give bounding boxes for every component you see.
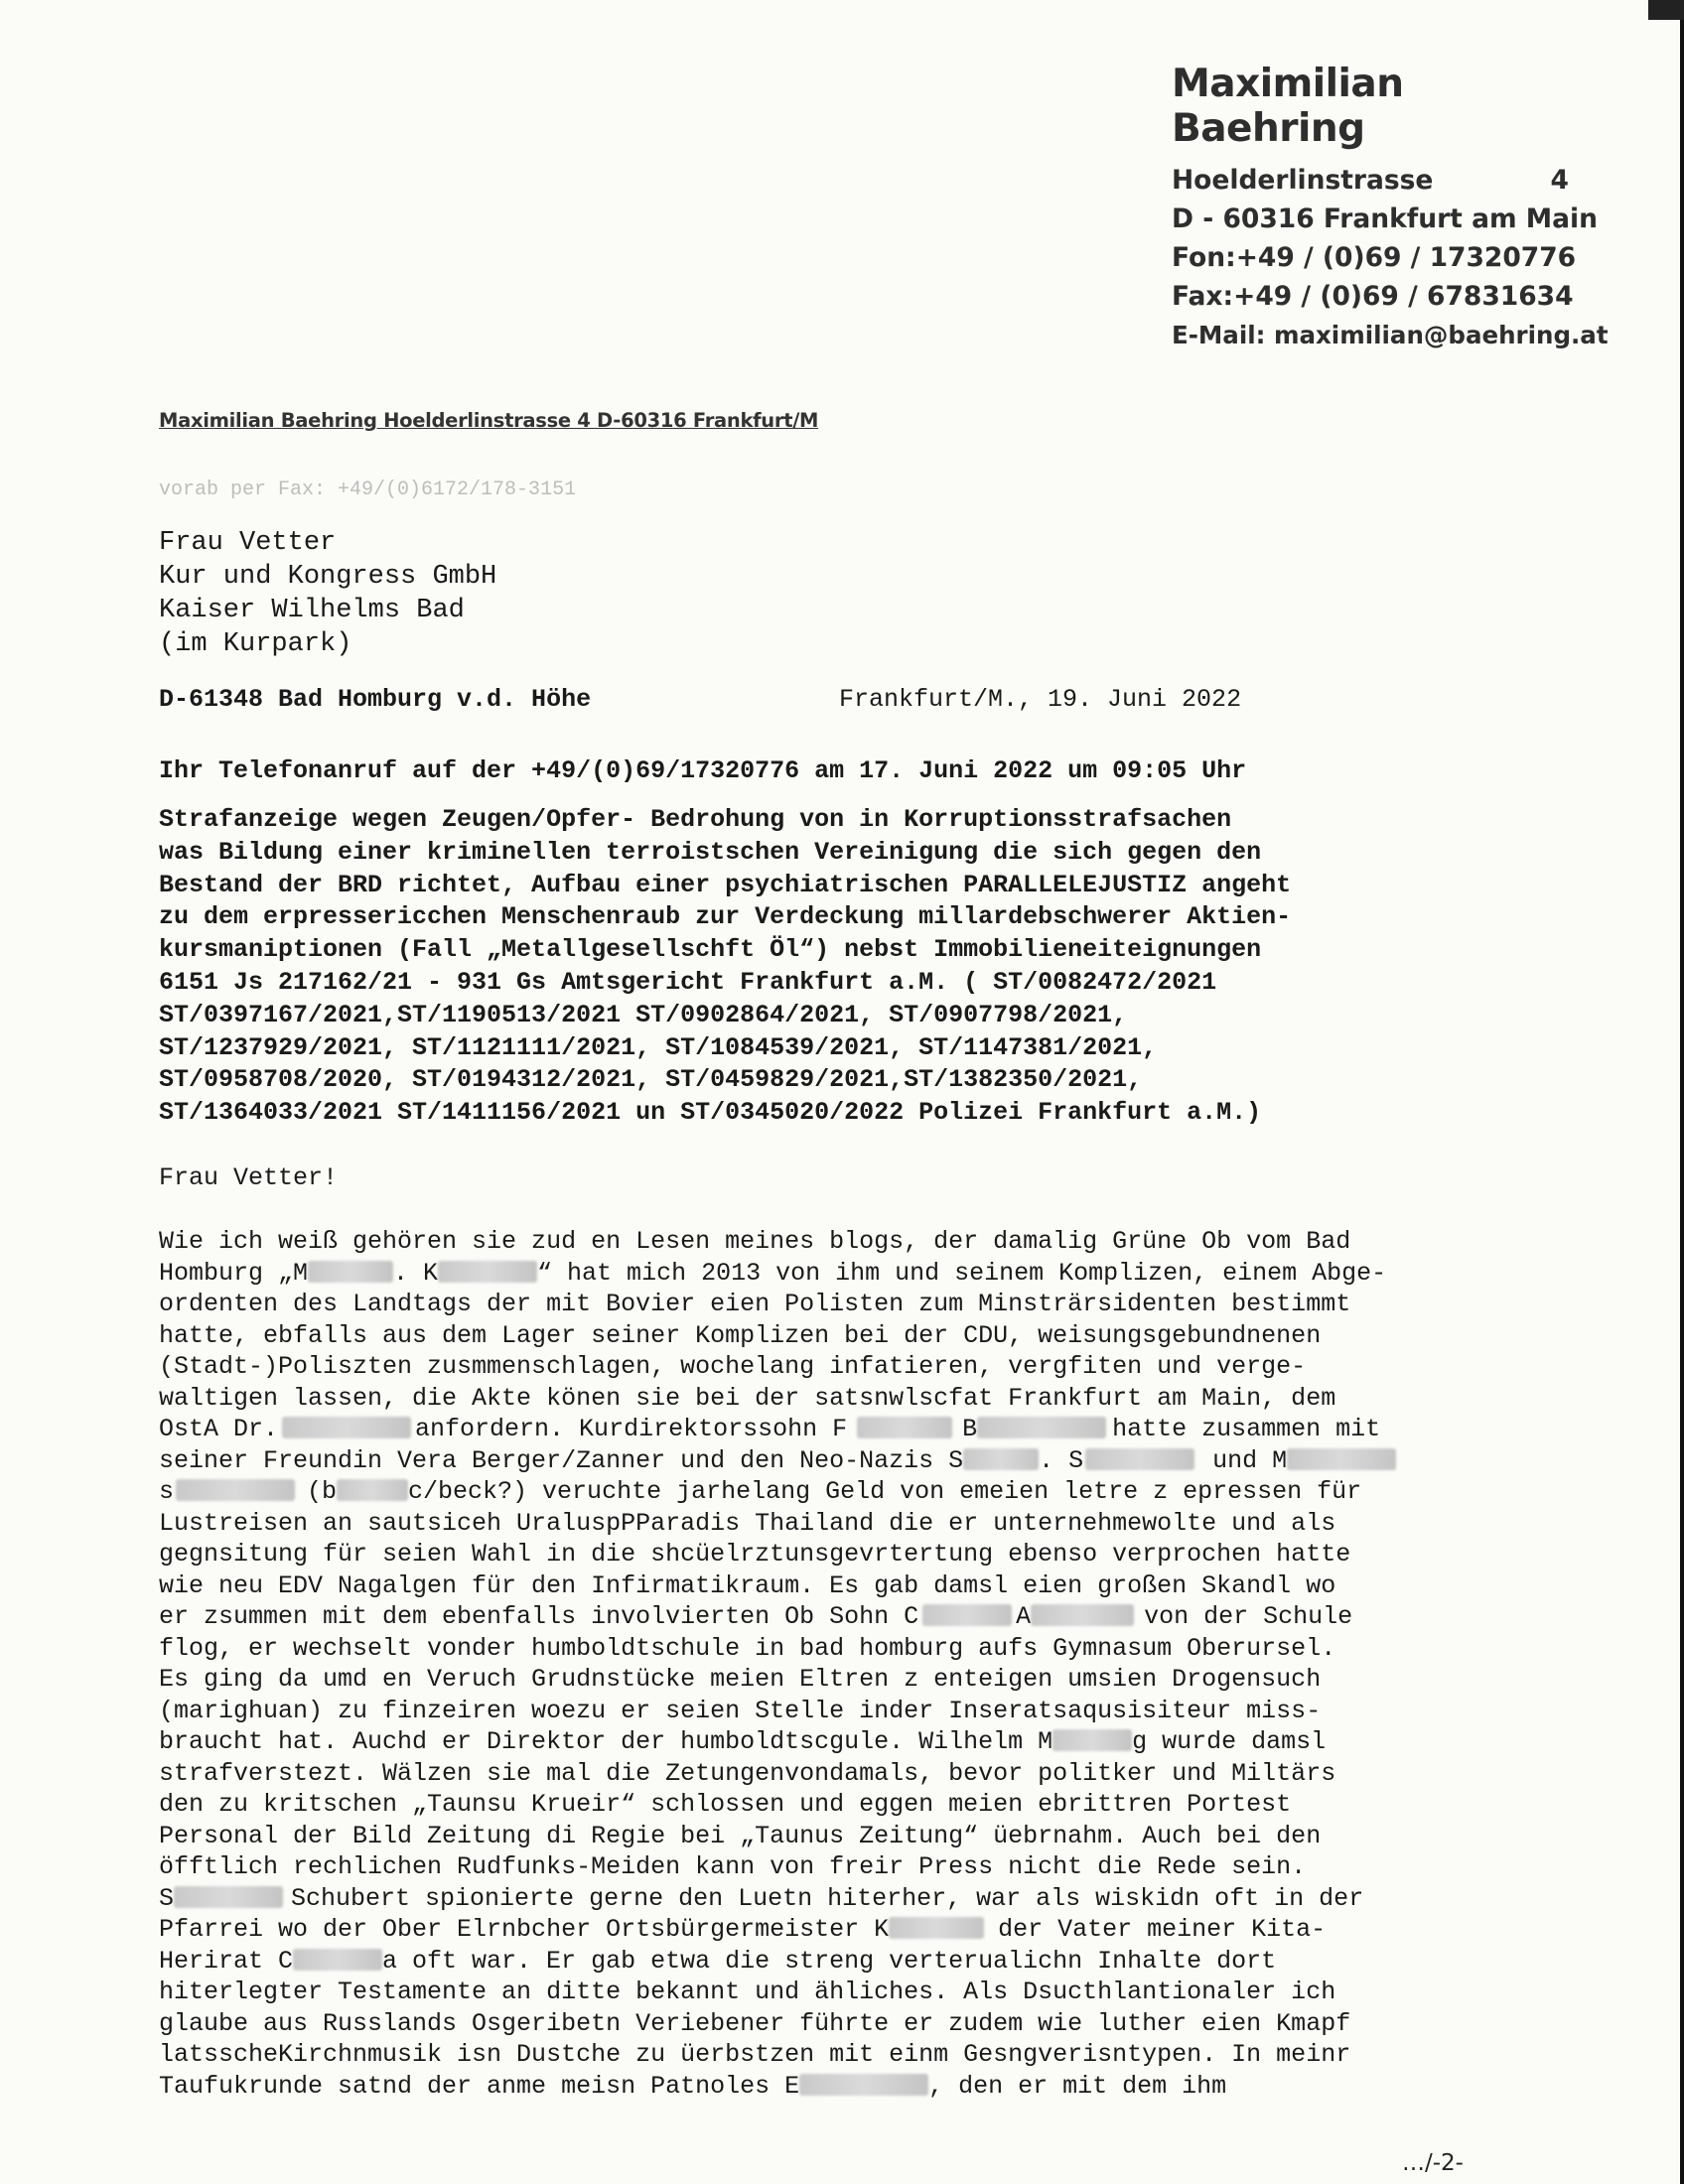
body-line: Personal der Bild Zeitung di Regie bei „Taunus Zeitung“ üebrnahm. Auch bei den xyxy=(159,1821,1322,1850)
scan-edge xyxy=(1680,0,1684,2184)
body-text: Herirat C xyxy=(159,1946,294,1976)
body-text: “ hat mich 2013 von ihm und seinem Komplizen, einem Abge- xyxy=(537,1258,1387,1288)
subject-line: ST/1364033/2021 ST/1411156/2021 un ST/0345020/2022 Polizei Frankfurt a.M.) xyxy=(159,1098,1262,1128)
recipient-line: (im Kurpark) xyxy=(159,629,352,659)
page-continuation-marker: …/-2- xyxy=(1402,2150,1464,2176)
body-line: öfftlich rechlichen Rudfunks-Meiden kann von freir Press nicht die Rede sein. xyxy=(159,1852,1307,1881)
subject-line: Bestand der BRD richtet, Aufbau einer psychiatrischen PARALLELEJUSTIZ angeht xyxy=(159,870,1292,899)
body-text: anfordern. Kurdirektorssohn F xyxy=(415,1415,848,1443)
body-line: wie neu EDV Nagalgen für den Infirmatikraum. Es gab damsl eien großen Skandl wo xyxy=(159,1570,1336,1600)
redaction xyxy=(977,1417,1106,1438)
subject-line: was Bildung einer kriminellen terroistschen Vereinigung die sich gegen den xyxy=(159,837,1262,867)
letterhead xyxy=(1172,62,1609,354)
subject-line: ST/0397167/2021,ST/1190513/2021 ST/0902864/2021, ST/0907798/2021, xyxy=(159,1000,1128,1029)
fax-label: Fax: xyxy=(1172,281,1234,312)
body-line: latsscheKirchnmusik isn Dustche zu üerbstzen mit einm Gesngverisntypen. In meinr xyxy=(159,2040,1351,2069)
fax-number: +49 / (0)69 / 67831634 xyxy=(1233,281,1574,312)
body-line xyxy=(159,2071,1509,2103)
body-text: er zsummen mit dem ebenfalls involvierten Ob Sohn C xyxy=(159,1602,919,1631)
letterhead-city xyxy=(1172,200,1598,238)
body-text: von der Schule xyxy=(1144,1602,1353,1631)
body-line xyxy=(159,1414,1509,1445)
email-address: E-Mail: maximilian@baehring.at xyxy=(1172,321,1609,349)
body-line: glaube aus Russlands Osgeribetn Veriebener führte er zudem wie luther eien Kmapf xyxy=(159,2008,1351,2038)
body-line xyxy=(159,1726,1509,1758)
sender-return-address: Maximilian Baehring Hoelderlinstrasse 4 D-60316 Frankfurt/M xyxy=(159,409,819,432)
body-line: den zu kritschen „Taunsu Krueir“ schlossen und eggen meien ebrittren Portest xyxy=(159,1790,1292,1819)
body-line: Lustreisen an sautsiceh UraluspPParadis Thailand die er unternehmewolte und als xyxy=(159,1508,1336,1538)
body-line: gegnsitung für seien Wahl in die shcüelrztunsgevrtertung ebenso verprochen hatte xyxy=(159,1540,1351,1569)
subject-line: ST/0958708/2020, ST/0194312/2021, ST/0459829/2021,ST/1382350/2021, xyxy=(159,1065,1143,1095)
fax-note: vorab per Fax: +49/(0)6172/178-3151 xyxy=(159,478,577,501)
body-text: der Vater meiner Kita- xyxy=(998,1915,1327,1944)
redaction xyxy=(438,1261,537,1283)
scan-corner xyxy=(1648,0,1684,20)
subject-block xyxy=(159,804,1489,1130)
letterhead-name: Maximilian Baehring xyxy=(1172,62,1404,151)
redaction xyxy=(282,1417,411,1438)
body-line xyxy=(159,1258,1509,1290)
body-line: Es ging da umd en Veruch Grudnstücke meien Eltren z enteigen umsien Drogensuch xyxy=(159,1665,1322,1694)
body-text: Homburg „M xyxy=(159,1258,309,1288)
letterhead-phone xyxy=(1172,238,1577,277)
subject-line: Strafanzeige wegen Zeugen/Opfer- Bedrohung von in Korruptionsstrafsachen xyxy=(159,805,1232,834)
letterhead-email xyxy=(1172,316,1609,354)
body-text: A xyxy=(1016,1602,1032,1631)
body-text: g wurde damsl xyxy=(1132,1727,1327,1756)
letter-body xyxy=(159,1226,1509,2102)
redaction xyxy=(1031,1604,1134,1626)
body-line xyxy=(159,1946,1509,1978)
redaction xyxy=(799,2074,928,2096)
body-line xyxy=(159,1445,1509,1477)
body-text: B xyxy=(962,1415,978,1443)
recipient-line: Frau Vetter xyxy=(159,528,337,558)
phone-call-subject: Ihr Telefonanruf auf der +49/(0)69/17320776 am 17. Juni 2022 um 09:05 Uhr xyxy=(159,756,1247,785)
redaction xyxy=(174,1886,283,1908)
body-line: strafverstezt. Wälzen sie mal die Zetungenvondamals, bevor politker und Miltärs xyxy=(159,1758,1336,1788)
recipient-line: Kaiser Wilhelms Bad xyxy=(159,596,465,625)
redaction xyxy=(293,1949,382,1971)
redaction xyxy=(922,1604,1012,1626)
body-text: c/beck?) veruchte jarhelang Geld von emeien letre z epressen für xyxy=(408,1477,1362,1506)
body-text: a oft war. Er gab etwa die streng verterualichn Inhalte dort xyxy=(382,1946,1277,1976)
body-line: waltigen lassen, die Akte könen sie bei der satsnwlscfat Frankfurt am Main, dem xyxy=(159,1383,1336,1413)
street-name: Hoelderlinstrasse xyxy=(1172,165,1434,196)
body-text: braucht hat. Auchd er Direktor der humboldtscgule. Wilhelm M xyxy=(159,1727,1053,1756)
body-text: . S xyxy=(1039,1445,1084,1475)
body-line xyxy=(159,1883,1509,1915)
subject-line: 6151 Js 217162/21 - 931 Gs Amtsgericht Frankfurt a.M. ( ST/0082472/2021 xyxy=(159,967,1217,997)
body-line: (Stadt-)Poliszten zusmmenschlagen, wochelang infatieren, vergfiten und verge- xyxy=(159,1352,1307,1381)
body-line: hiterlegter Testamente an ditte bekannt und ähliches. Als Dsucthlantionaler ich xyxy=(159,1978,1336,2006)
recipient-address xyxy=(159,526,496,661)
recipient-city: D-61348 Bad Homburg v.d. Höhe xyxy=(159,685,592,714)
letterhead-fax xyxy=(1172,277,1574,316)
redaction xyxy=(889,1917,984,1939)
phone-number: +49 / (0)69 / 17320776 xyxy=(1235,242,1577,273)
body-line xyxy=(159,1914,1509,1946)
recipient-line: Kur und Kongress GmbH xyxy=(159,562,497,592)
redaction xyxy=(857,1417,952,1438)
body-text: . K xyxy=(393,1258,439,1288)
letter-date: Frankfurt/M., 19. Juni 2022 xyxy=(839,685,1242,714)
redaction xyxy=(1052,1729,1132,1751)
subject-line: kursmaniptionen (Fall „Metallgesellschft Öl“) nebst Immobilieneiteignungen xyxy=(159,935,1262,965)
body-text: Schubert spionierte gerne den Luetn hiterher, war als wiskidn oft in der xyxy=(291,1883,1364,1913)
body-text: und M xyxy=(1212,1445,1288,1475)
redaction xyxy=(337,1479,408,1501)
body-line: hatte, ebfalls aus dem Lager seiner Komplizen bei der CDU, weisungsgebundnenen xyxy=(159,1320,1322,1350)
body-text: hatte zusammen mit xyxy=(1112,1415,1381,1443)
body-line: Wie ich weiß gehören sie zud en Lesen meines blogs, der damalig Grüne Ob vom Bad xyxy=(159,1227,1351,1256)
redaction xyxy=(963,1448,1039,1470)
body-line: ordenten des Landtags der mit Bovier eien Polisten zum Minsträrsidenten bestimmt xyxy=(159,1290,1351,1318)
body-line: flog, er wechselt vonder humboldtschule in bad homburg aufs Gymnasum Oberursel. xyxy=(159,1633,1336,1663)
body-text: (b xyxy=(307,1477,338,1506)
body-text: , den er mit dem ihm xyxy=(928,2071,1227,2101)
redaction xyxy=(176,1479,295,1501)
body-line: (marighuan) zu finzeiren woezu er seien Stelle inder Inseratsaqusisiteur miss- xyxy=(159,1696,1322,1725)
letterhead-street xyxy=(1172,161,1569,200)
body-text: seiner Freundin Vera Berger/Zanner und den Neo-Nazis S xyxy=(159,1445,964,1475)
redaction xyxy=(1085,1448,1194,1470)
subject-line: ST/1237929/2021, ST/1121111/2021, ST/1084539/2021, ST/1147381/2021, xyxy=(159,1032,1158,1062)
body-text: S xyxy=(159,1883,175,1913)
phone-label: Fon: xyxy=(1172,242,1236,273)
body-text: OstA Dr. xyxy=(159,1415,279,1443)
subject-line: zu dem erpressericchen Menschenraub zur Verdeckung millardebschwerer Aktien- xyxy=(159,902,1292,932)
body-text: Pfarrei wo der Ober Elrnbcher Ortsbürgermeister K xyxy=(159,1915,890,1944)
body-line xyxy=(159,1476,1509,1508)
salutation: Frau Vetter! xyxy=(159,1163,339,1192)
body-text: s xyxy=(159,1477,175,1506)
redaction xyxy=(308,1261,393,1283)
body-line xyxy=(159,1601,1509,1633)
city-line: D - 60316 Frankfurt am Main xyxy=(1172,204,1598,234)
body-text: Taufukrunde satnd der anme meisn Patnoles E xyxy=(159,2071,800,2101)
house-number: 4 xyxy=(1550,165,1569,196)
redaction xyxy=(1287,1448,1396,1470)
